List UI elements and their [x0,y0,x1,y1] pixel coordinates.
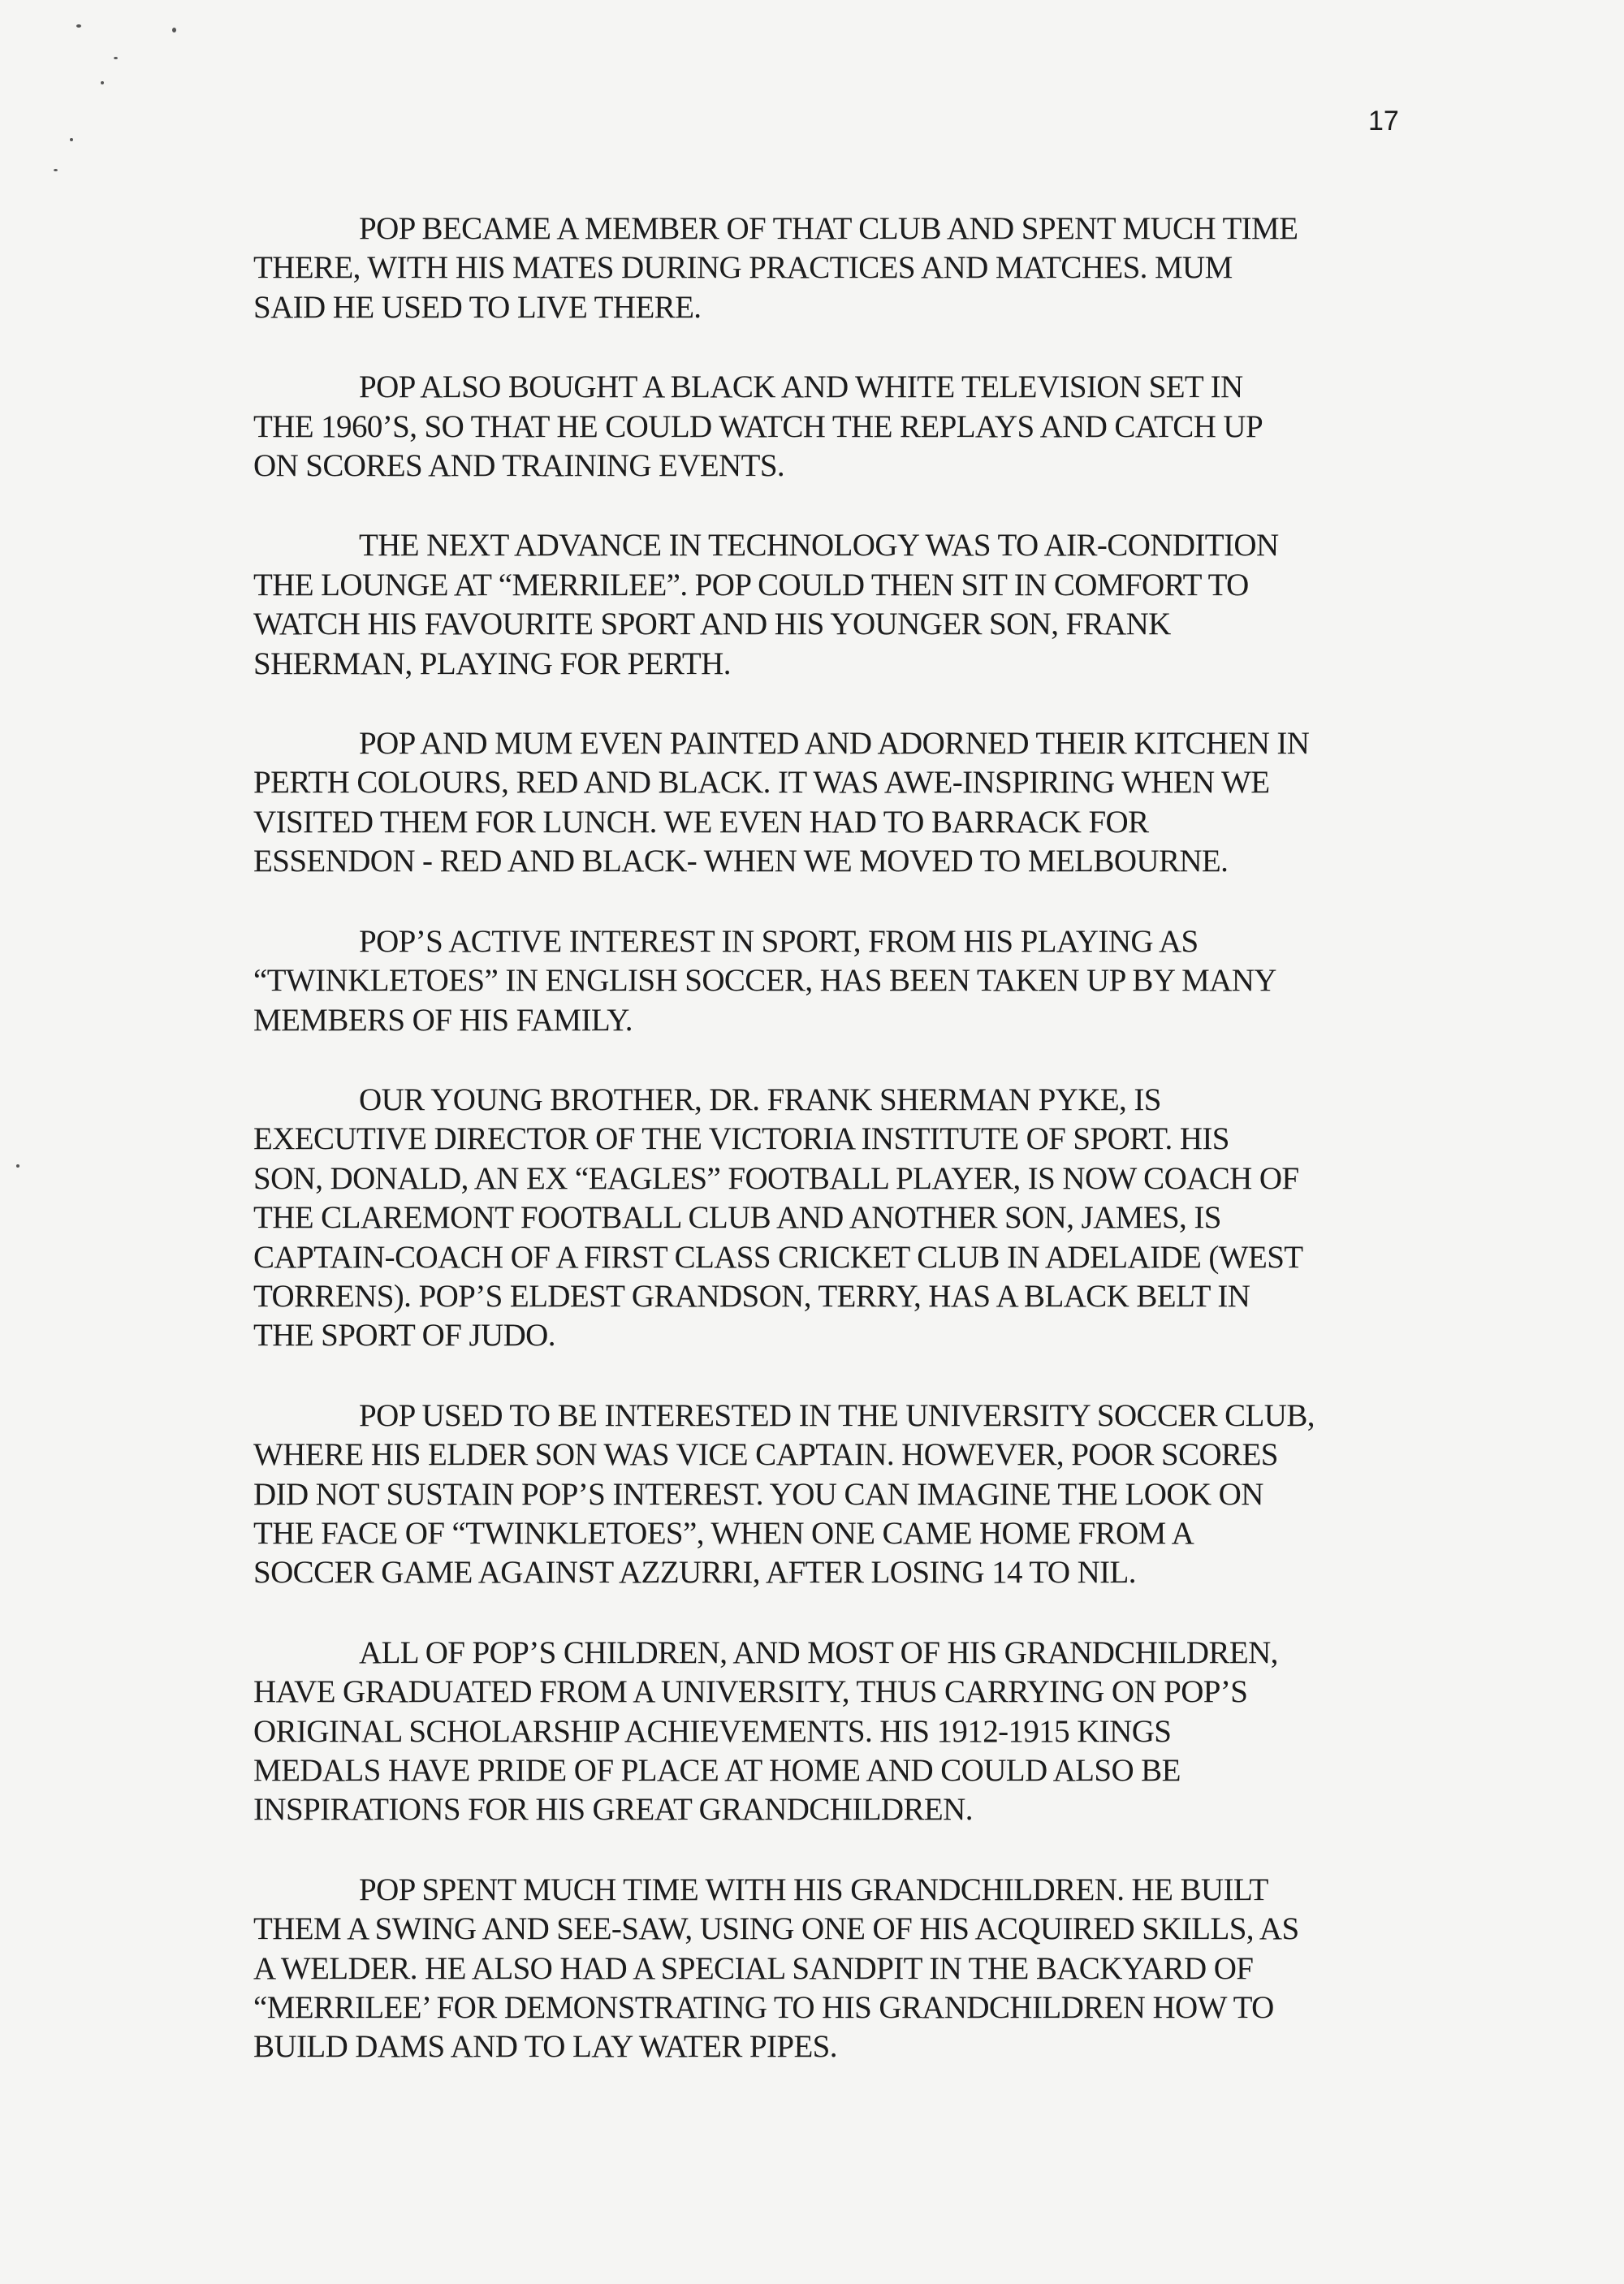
text-line: THE NEXT ADVANCE IN TECHNOLOGY WAS TO AIR-CONDITION [359,528,1279,563]
text-line: SAID HE USED TO LIVE THERE. [253,289,702,325]
text-line: POP BECAME A MEMBER OF THAT CLUB AND SPENT MUCH TIME [359,211,1298,246]
scan-speck [16,1164,19,1168]
text-line: WATCH HIS FAVOURITE SPORT AND HIS YOUNGER SON, FRANK [253,607,1171,642]
text-line: “MERRILEE’ FOR DEMONSTRATING TO HIS GRANDCHILDREN HOW TO [253,1990,1274,2026]
paragraph [253,1397,1406,1593]
scan-speck [101,81,104,84]
text-line: INSPIRATIONS FOR HIS GREAT GRANDCHILDREN. [253,1792,973,1828]
text-line: VISITED THEM FOR LUNCH. WE EVEN HAD TO BARRACK FOR [253,804,1149,840]
paragraph [253,724,1406,882]
text-line: THE CLAREMONT FOOTBALL CLUB AND ANOTHER SON, JAMES, IS [253,1200,1221,1236]
paragraph [253,526,1406,684]
text-line: SHERMAN, PLAYING FOR PERTH. [253,645,731,681]
text-line: MEMBERS OF HIS FAMILY. [253,1002,633,1038]
text-line: BUILD DAMS AND TO LAY WATER PIPES. [253,2029,837,2065]
text-line: TORRENS). POP’S ELDEST GRANDSON, TERRY, HAS A BLACK BELT IN [253,1278,1250,1314]
text-line: POP’S ACTIVE INTEREST IN SPORT, FROM HIS PLAYING AS [359,923,1199,959]
text-line: MEDALS HAVE PRIDE OF PLACE AT HOME AND COULD ALSO BE [253,1753,1181,1788]
text-line: WHERE HIS ELDER SON WAS VICE CAPTAIN. HOWEVER, POOR SCORES [253,1437,1278,1473]
text-line: THERE, WITH HIS MATES DURING PRACTICES AND MATCHES. MUM [253,250,1233,286]
text-line: THE FACE OF “TWINKLETOES”, WHEN ONE CAME HOME FROM A [253,1515,1194,1551]
text-line: “TWINKLETOES” IN ENGLISH SOCCER, HAS BEEN TAKEN UP BY MANY [253,963,1276,999]
text-line: THE SPORT OF JUDO. [253,1318,555,1354]
body-text [253,209,1406,2108]
text-line: CAPTAIN-COACH OF A FIRST CLASS CRICKET CLUB IN ADELAIDE (WEST [253,1239,1303,1275]
text-line: PERTH COLOURS, RED AND BLACK. IT WAS AWE-INSPIRING WHEN WE [253,765,1270,801]
text-line: POP AND MUM EVEN PAINTED AND ADORNED THEIR KITCHEN IN [359,726,1310,762]
text-line: ESSENDON - RED AND BLACK- WHEN WE MOVED TO MELBOURNE. [253,844,1229,879]
text-line: A WELDER. HE ALSO HAD A SPECIAL SANDPIT IN THE BACKYARD OF [253,1950,1254,1986]
text-line: THEM A SWING AND SEE-SAW, USING ONE OF HIS ACQUIRED SKILLS, AS [253,1911,1299,1947]
scan-speck [114,57,118,59]
scan-speck [172,28,176,32]
text-line: SOCCER GAME AGAINST AZZURRI, AFTER LOSING 14 TO NIL. [253,1555,1136,1591]
paragraph [253,922,1406,1040]
paragraph [253,368,1406,486]
text-line: HAVE GRADUATED FROM A UNIVERSITY, THUS CARRYING ON POP’S [253,1674,1248,1710]
text-line: OUR YOUNG BROTHER, DR. FRANK SHERMAN PYKE, IS [359,1082,1161,1117]
scan-speck [70,138,73,141]
text-line: EXECUTIVE DIRECTOR OF THE VICTORIA INSTITUTE OF SPORT. HIS [253,1121,1229,1157]
text-line: ALL OF POP’S CHILDREN, AND MOST OF HIS GRANDCHILDREN, [359,1634,1278,1670]
scan-speck [54,169,58,171]
text-line: POP SPENT MUCH TIME WITH HIS GRANDCHILDREN. HE BUILT [359,1872,1268,1907]
scan-speck [76,24,81,28]
paragraph [253,209,1406,327]
text-line: POP ALSO BOUGHT A BLACK AND WHITE TELEVISION SET IN [359,369,1243,405]
text-line: DID NOT SUSTAIN POP’S INTEREST. YOU CAN IMAGINE THE LOOK ON [253,1476,1263,1512]
paragraph [253,1871,1406,2067]
page-number: 17 [1368,106,1399,136]
text-line: POP USED TO BE INTERESTED IN THE UNIVERSITY SOCCER CLUB, [359,1397,1315,1433]
text-line: ORIGINAL SCHOLARSHIP ACHIEVEMENTS. HIS 1912-1915 KINGS [253,1713,1172,1749]
text-line: SON, DONALD, AN EX “EAGLES” FOOTBALL PLAYER, IS NOW COACH OF [253,1160,1299,1196]
text-line: THE LOUNGE AT “MERRILEE”. POP COULD THEN SIT IN COMFORT TO [253,567,1249,602]
paragraph [253,1634,1406,1830]
text-line: ON SCORES AND TRAINING EVENTS. [253,448,785,484]
paragraph [253,1081,1406,1356]
text-line: THE 1960’S, SO THAT HE COULD WATCH THE REPLAYS AND CATCH UP [253,408,1263,444]
